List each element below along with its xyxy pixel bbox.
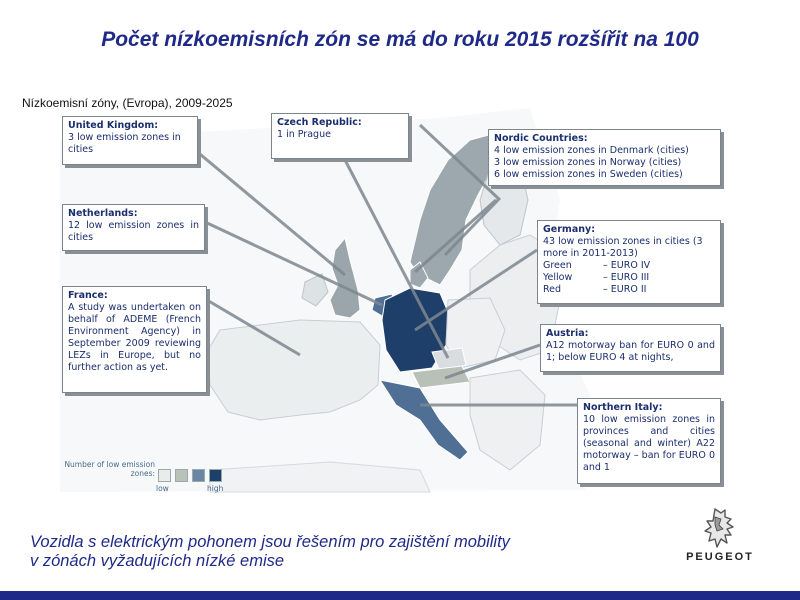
footer-line-2: v zónách vyžadujících nízké emise: [30, 552, 285, 570]
callout-italy-text: 10 low emission zones in provinces and cities (seasonal and winter) A22 motorway – ban for EURO 0 and 1: [583, 414, 715, 473]
callout-austria: [540, 324, 721, 372]
callout-austria-text: A12 motorway ban for EURO 0 and 1; below EURO 4 at nights,: [546, 340, 715, 363]
callout-czech-republic: [271, 113, 409, 159]
callout-nordic-heading: Nordic Countries:: [494, 133, 588, 144]
callout-france: [62, 286, 207, 393]
callout-nordic-line-1: 4 low emission zones in Denmark (cities): [494, 145, 689, 156]
callout-germany-text: 43 low emission zones in cities (3 more in 2011-2013): [543, 236, 703, 259]
germany-row-green-color: Green: [543, 260, 572, 271]
callout-northern-italy: [577, 398, 721, 484]
callout-netherlands-text: 12 low emission zones in cities: [68, 220, 199, 243]
callout-nordic-line-2: 3 low emission zones in Norway (cities): [494, 157, 682, 168]
callout-france-heading: France:: [68, 290, 108, 301]
legend-label: Number of low emission zones:: [64, 460, 155, 478]
callout-nordic-countries: [488, 129, 721, 186]
germany-row-red-euro: – EURO II: [603, 284, 647, 295]
callout-italy-heading: Northern Italy:: [583, 402, 663, 413]
callout-uk-text: 3 low emission zones in cities: [68, 132, 181, 155]
legend-high: high: [207, 484, 224, 493]
callout-united-kingdom: [62, 116, 198, 165]
legend-swatch-4: [209, 469, 222, 482]
legend-swatch-2: [175, 469, 188, 482]
bottom-accent-bar: [0, 591, 800, 600]
callout-germany: [537, 220, 721, 304]
footer-statement: [30, 533, 510, 571]
germany-row-yellow-euro: – EURO III: [603, 272, 650, 283]
callout-austria-heading: Austria:: [546, 328, 589, 339]
callout-netherlands-heading: Netherlands:: [68, 208, 138, 219]
callout-czech-heading: Czech Republic:: [277, 117, 362, 128]
legend-low: low: [156, 484, 169, 493]
legend-swatch-3: [192, 469, 205, 482]
callout-uk-heading: United Kingdom:: [68, 120, 159, 131]
peugeot-lion-icon: [701, 507, 739, 549]
legend-swatch-1: [158, 469, 171, 482]
callout-czech-text: 1 in Prague: [277, 129, 331, 140]
germany-row-green-euro: – EURO IV: [603, 260, 651, 271]
callout-netherlands: [62, 204, 205, 251]
callout-germany-heading: Germany:: [543, 224, 595, 235]
chart-subtitle: Nízkoemisní zóny, (Evropa), 2009-2025: [22, 96, 233, 110]
germany-sticker-table: [543, 260, 715, 296]
germany-row-yellow-color: Yellow: [543, 272, 573, 283]
callout-nordic-line-3: 6 low emission zones in Sweden (cities): [494, 169, 683, 180]
slide-title: Počet nízkoemisních zón se má do roku 2015 rozšířit na 100: [101, 28, 699, 51]
brand-name: PEUGEOT: [686, 551, 754, 563]
callout-france-text: A study was undertaken on behalf of ADEME (French Environment Agency) in September 2009 reviewing LEZs in Europe, but no further action as yet.: [68, 302, 201, 373]
footer-line-1: Vozidla s elektrickým pohonem jsou řešením pro zajištění mobility: [30, 533, 510, 551]
germany-row-red-color: Red: [543, 284, 562, 295]
